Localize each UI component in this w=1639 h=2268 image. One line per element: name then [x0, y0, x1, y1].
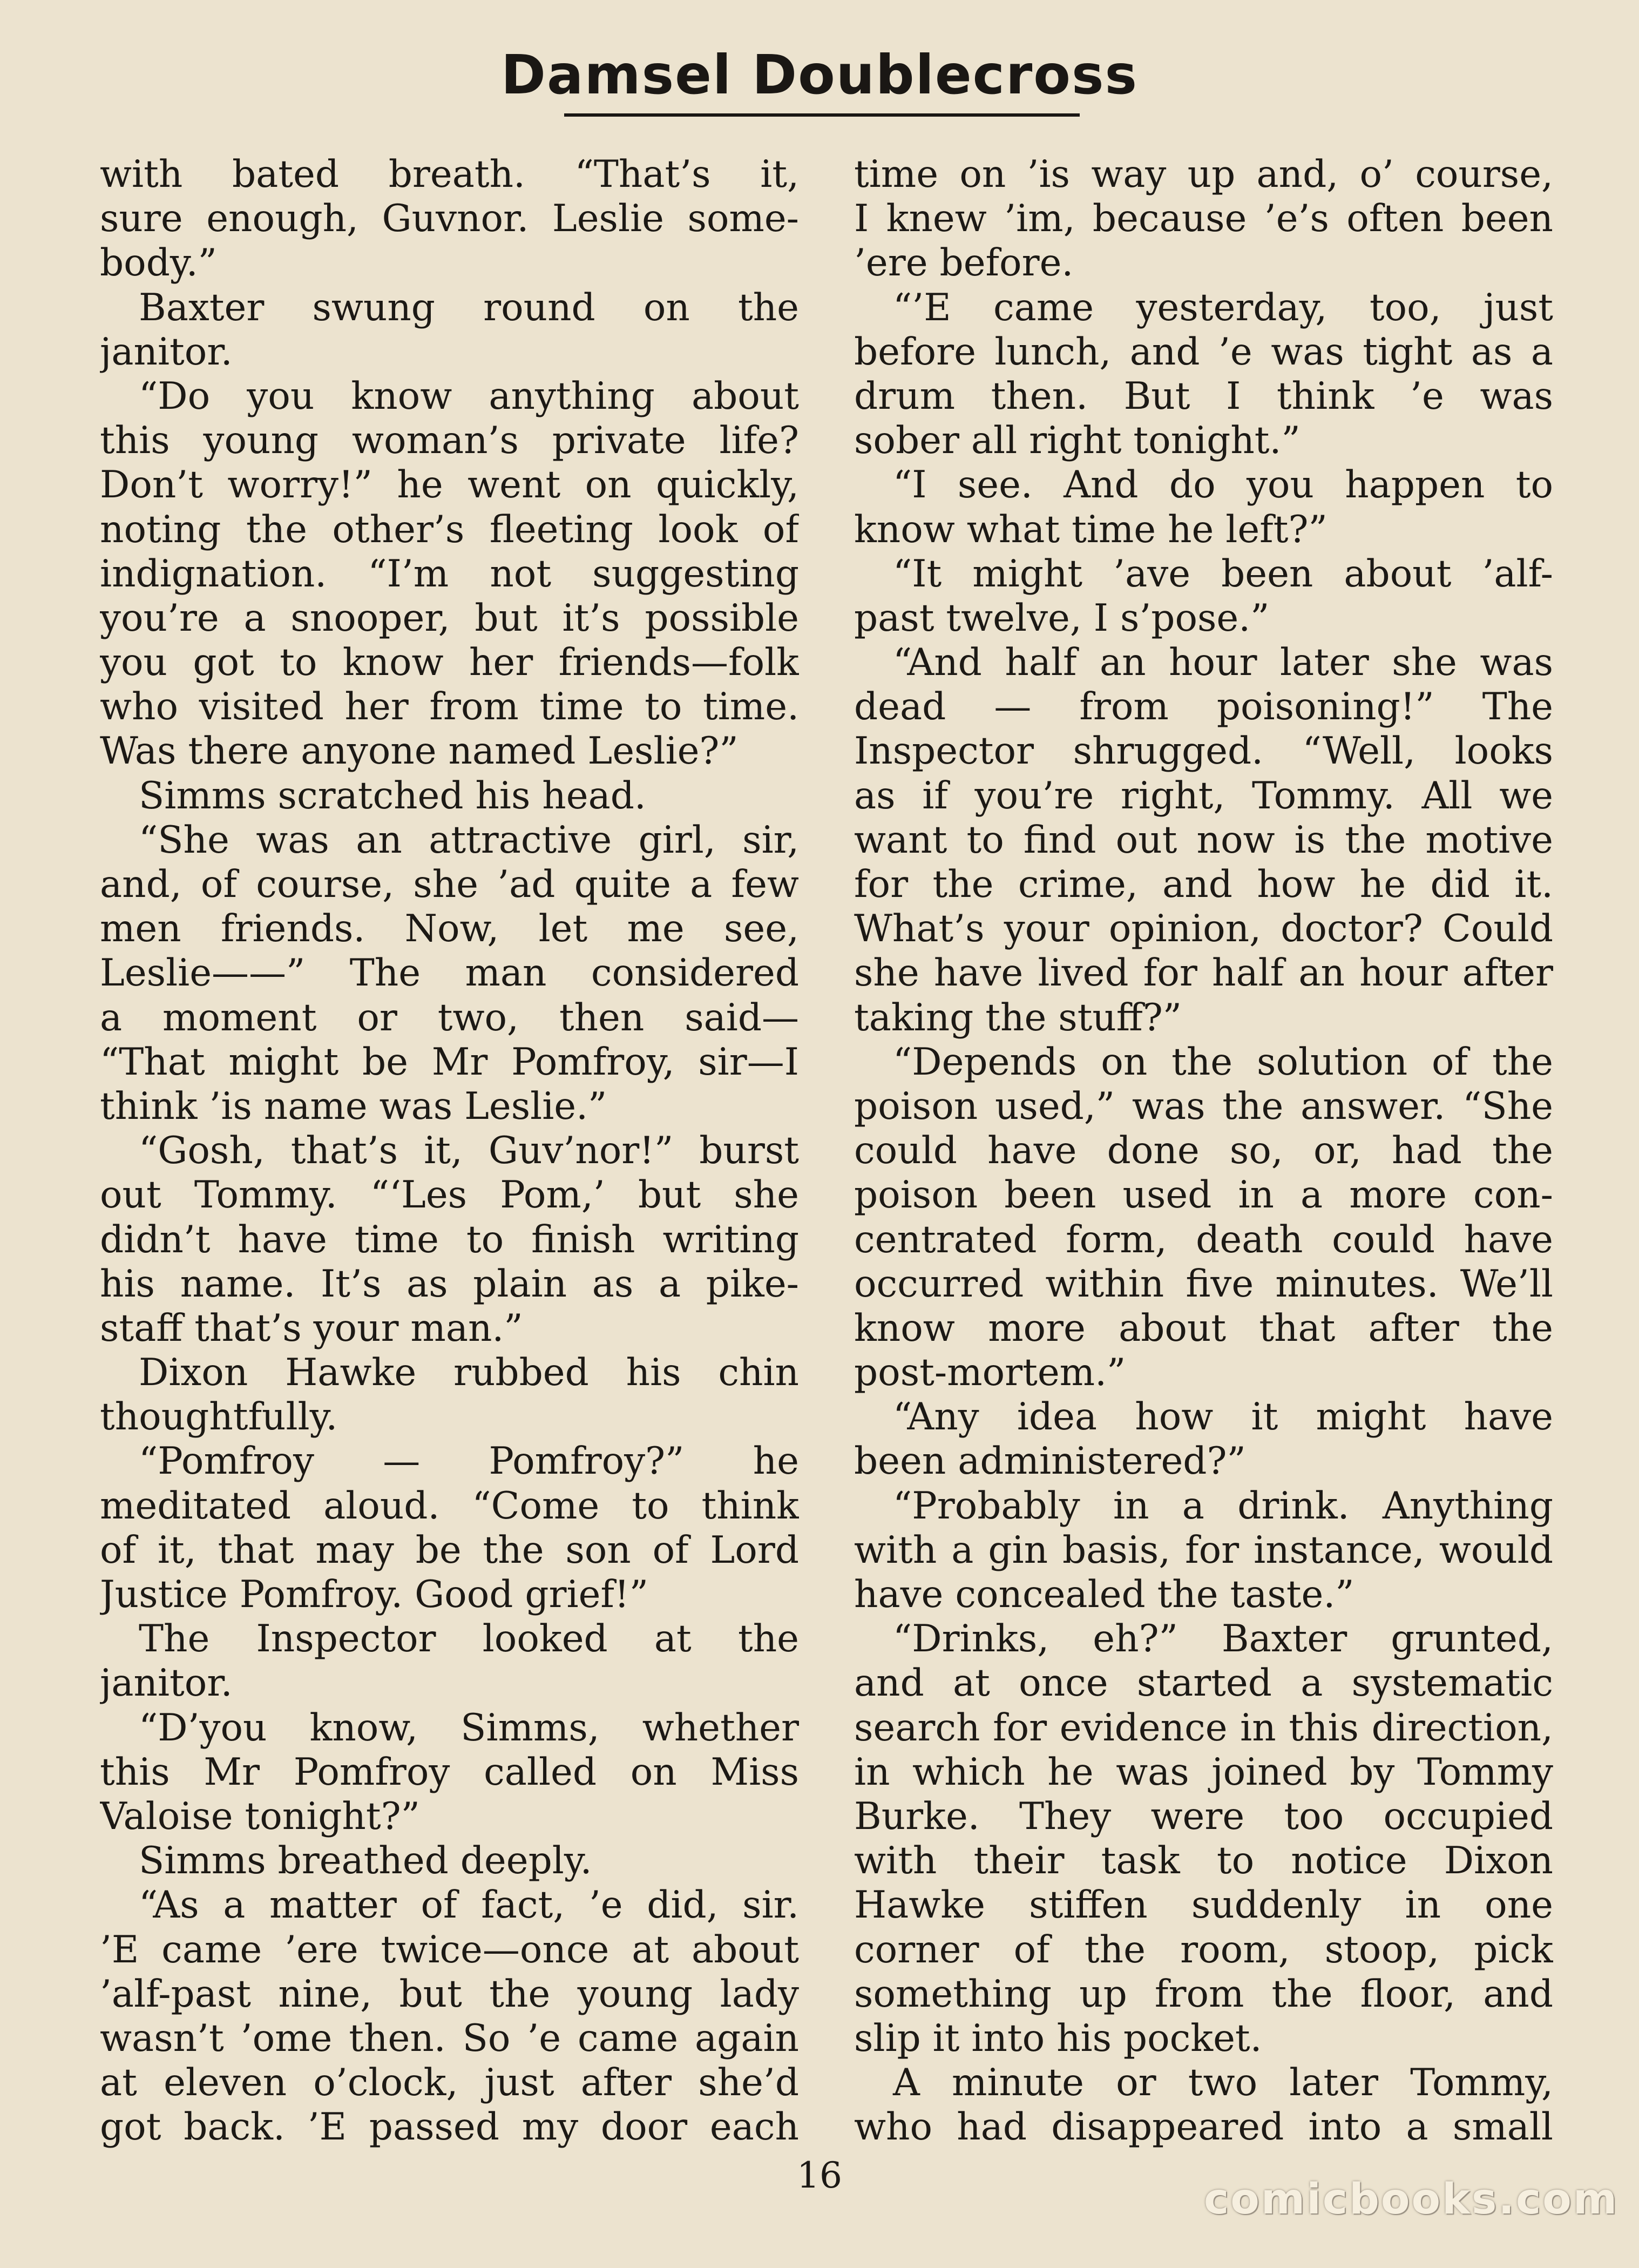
text-line: ’E came ’ere twice—once at about	[100, 1928, 799, 1972]
text-line: of it, that may be the son of Lord	[100, 1528, 799, 1572]
text-line: body.”	[100, 241, 217, 285]
text-line: Don’t worry!” he went on quickly,	[100, 463, 799, 507]
text-line: staff that’s your man.”	[100, 1306, 523, 1350]
text-line: “That might be Mr Pomfroy, sir—I	[100, 1040, 799, 1084]
text-line: meditated aloud. “Come to think	[100, 1484, 799, 1528]
text-line: know what time he left?”	[854, 508, 1328, 551]
text-line: before lunch, and ’e was tight as a	[854, 330, 1553, 374]
text-line: sure enough, Guvnor. Leslie some-	[100, 197, 799, 241]
text-line: Burke. They were too occupied	[854, 1794, 1553, 1838]
text-line: “She was an attractive girl, sir,	[139, 818, 799, 862]
text-line: indignation. “I’m not suggesting	[100, 552, 799, 596]
text-line: dead — from poisoning!” The	[854, 685, 1553, 729]
text-line: and, of course, she ’ad quite a few	[100, 863, 799, 906]
text-line: men friends. Now, let me see,	[100, 907, 799, 951]
text-line: out Tommy. “‘Les Pom,’ but she	[100, 1173, 799, 1217]
text-line: with bated breath. “That’s it,	[100, 153, 799, 196]
text-line: Dixon Hawke rubbed his chin	[139, 1351, 799, 1395]
text-line: “Any idea how it might have	[893, 1395, 1553, 1439]
text-line: Inspector shrugged. “Well, looks	[854, 730, 1553, 773]
text-line: something up from the floor, and	[854, 1972, 1553, 2016]
text-line: Leslie——” The man considered	[100, 951, 799, 995]
text-line: know more about that after the	[854, 1306, 1553, 1350]
text-line: Was there anyone named Leslie?”	[100, 730, 739, 773]
text-line: corner of the room, stoop, pick	[854, 1928, 1553, 1972]
text-line: “Drinks, eh?” Baxter grunted,	[893, 1617, 1553, 1661]
text-line: time on ’is way up and, o’ course,	[854, 153, 1553, 196]
text-line: occurred within five minutes. We’ll	[854, 1262, 1553, 1306]
text-line: Hawke stiffen suddenly in one	[854, 1884, 1553, 1927]
text-line: I knew ’im, because ’e’s often been	[854, 197, 1553, 241]
text-line: noting the other’s fleeting look of	[100, 508, 799, 551]
text-line: his name. It’s as plain as a pike-	[100, 1262, 799, 1306]
text-line: Valoise tonight?”	[100, 1794, 420, 1838]
text-line: “It might ’ave been about ’alf-	[893, 552, 1553, 596]
text-line: poison been used in a more con-	[854, 1173, 1553, 1217]
text-line: taking the stuff?”	[854, 996, 1182, 1040]
text-line: for the crime, and how he did it.	[854, 863, 1553, 906]
text-line: “Pomfroy — Pomfroy?” he	[139, 1440, 799, 1483]
text-line: ’ere before.	[854, 241, 1074, 285]
text-line: “D’you know, Simms, whether	[139, 1706, 799, 1750]
text-line: “Do you know anything about	[139, 374, 799, 418]
text-line: drum then. But I think ’e was	[854, 374, 1553, 418]
page-title: Damsel Doublecross	[500, 43, 1139, 106]
text-line: you’re a snooper, but it’s possible	[100, 596, 799, 640]
text-line: Justice Pomfroy. Good grief!”	[100, 1573, 648, 1616]
text-line: “And half an hour later she was	[893, 641, 1553, 685]
text-line: have concealed the taste.”	[854, 1573, 1354, 1616]
text-line: been administered?”	[854, 1440, 1246, 1483]
text-line: poison used,” was the answer. “She	[854, 1084, 1553, 1128]
text-line: A minute or two later Tommy,	[893, 2061, 1553, 2105]
text-line: you got to know her friends—folk	[100, 641, 799, 685]
text-line: with a gin basis, for instance, would	[854, 1528, 1553, 1572]
text-line: post-mortem.”	[854, 1351, 1126, 1395]
text-line: at eleven o’clock, just after she’d	[100, 2061, 799, 2105]
text-line: as if you’re right, Tommy. All we	[854, 774, 1553, 818]
text-line: centrated form, death could have	[854, 1218, 1553, 1261]
text-line: with their task to notice Dixon	[854, 1839, 1553, 1883]
text-line: who visited her from time to time.	[100, 685, 799, 729]
text-line: What’s your opinion, doctor? Could	[854, 907, 1553, 951]
title-underline	[564, 113, 1080, 117]
text-line: this Mr Pomfroy called on Miss	[100, 1750, 799, 1794]
left-text-column	[100, 152, 799, 2149]
text-line: got back. ’E passed my door each	[100, 2105, 799, 2149]
text-line: “I see. And do you happen to	[893, 463, 1553, 507]
text-line: thoughtfully.	[100, 1395, 338, 1439]
text-line: past twelve, I s’pose.”	[854, 596, 1270, 640]
text-line: “As a matter of fact, ’e did, sir.	[139, 1884, 799, 1927]
text-line: could have done so, or, had the	[854, 1129, 1553, 1173]
text-line: janitor.	[100, 330, 233, 374]
text-line: The Inspector looked at the	[139, 1617, 799, 1661]
right-text-column	[854, 152, 1553, 2149]
text-line: think ’is name was Leslie.”	[100, 1084, 607, 1128]
text-line: wasn’t ’ome then. So ’e came again	[100, 2016, 799, 2060]
text-line: “’E came yesterday, too, just	[893, 286, 1553, 329]
text-line: janitor.	[100, 1662, 233, 1705]
page-number: 16	[797, 2155, 842, 2196]
text-line: ’alf-past nine, but the young lady	[100, 1972, 799, 2016]
text-line: sober all right tonight.”	[854, 419, 1301, 463]
text-line: a moment or two, then said—	[100, 996, 799, 1040]
text-line: slip it into his pocket.	[854, 2016, 1262, 2060]
text-line: “Gosh, that’s it, Guv’nor!” burst	[139, 1129, 799, 1173]
text-line: this young woman’s private life?	[100, 419, 799, 463]
text-line: and at once started a systematic	[854, 1662, 1553, 1705]
text-line: in which he was joined by Tommy	[854, 1750, 1553, 1794]
watermark-logo: comicbooks.com	[1204, 2175, 1619, 2224]
text-line: want to find out now is the motive	[854, 818, 1553, 862]
text-line: Simms breathed deeply.	[139, 1839, 592, 1883]
text-line: didn’t have time to finish writing	[100, 1218, 799, 1261]
text-line: she have lived for half an hour after	[854, 951, 1553, 995]
text-line: “Depends on the solution of the	[893, 1040, 1553, 1084]
text-line: Simms scratched his head.	[139, 774, 646, 818]
text-line: “Probably in a drink. Anything	[893, 1484, 1553, 1528]
text-line: search for evidence in this direction,	[854, 1706, 1553, 1750]
text-line: Baxter swung round on the	[139, 286, 799, 329]
text-line: who had disappeared into a small	[854, 2105, 1553, 2149]
